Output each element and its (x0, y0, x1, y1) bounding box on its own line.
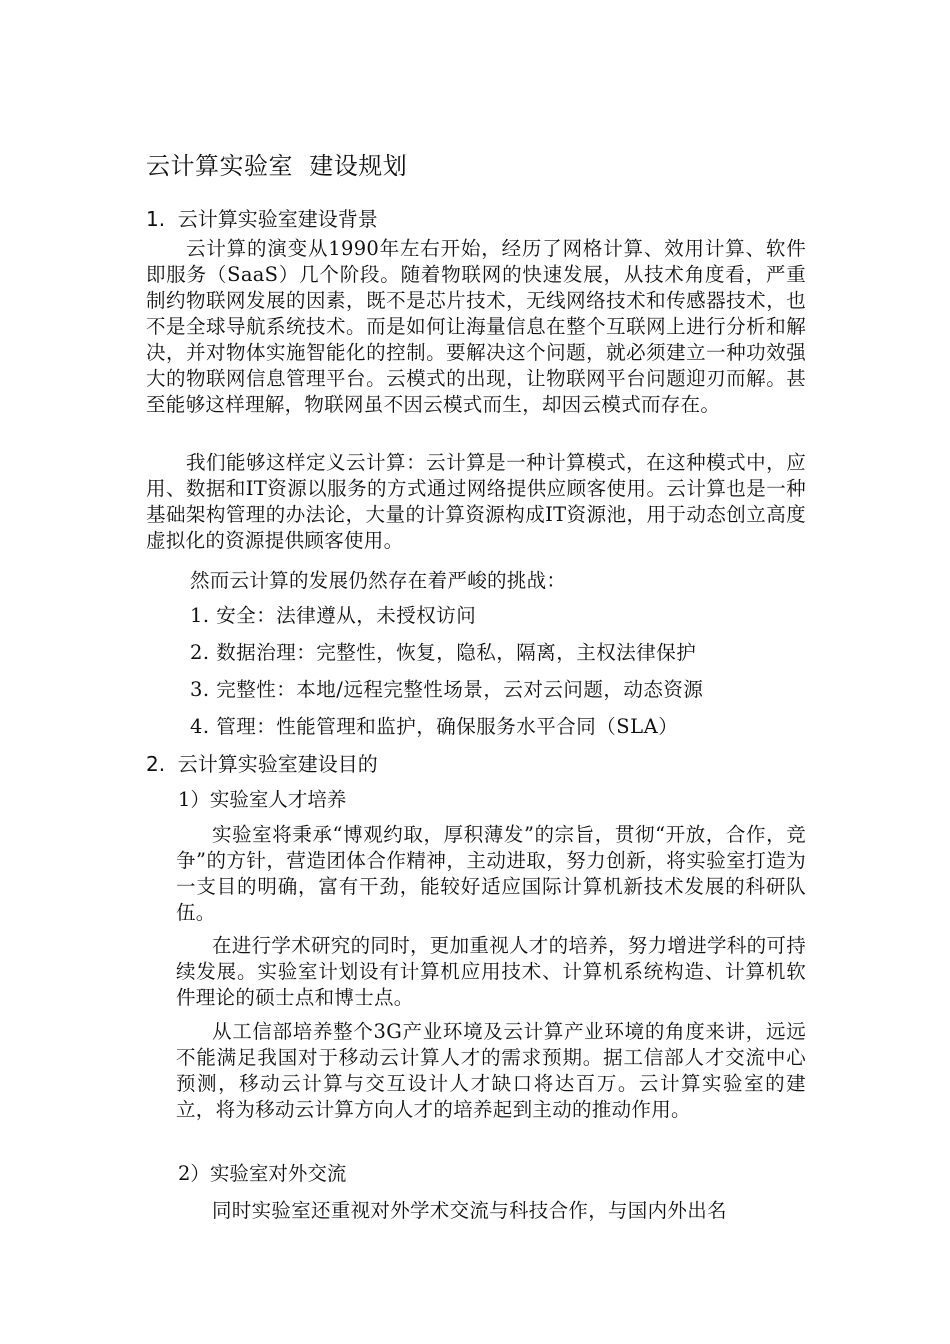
list-item-security: 1. 安全：法律遵从，未授权访问 (190, 604, 477, 627)
section-heading-purpose: 2. 云计算实验室建设目的 (146, 752, 378, 776)
paragraph-academic-exchange: 同时实验室还重视对外学术交流与科技合作，与国内外出名 (212, 1199, 727, 1222)
paragraph-lab-mission: 实验室将秉承“博观约取，厚积薄发”的宗旨，贯彻“开放，合作，竞争”的方针，营造团体合作精神，主动进取，努力创新，将实验室打造为一支目的明确，富有干劲，能较好适应国际计算机新技术发展的科研队伍。 (176, 823, 806, 924)
paragraph-cloud-definition: 我们能够这样定义云计算：云计算是一种计算模式，在这种模式中，应用、数据和IT资源以服务的方式通过网络提供应顾客使用。云计算也是一种基础架构管理的办法论，大量的计算资源构成IT资源池，用于动态创立高度虚拟化的资源提供顾客使用。 (146, 451, 806, 552)
list-item-data-governance: 2. 数据治理：完整性，恢复，隐私，隔离，主权法律保护 (190, 641, 697, 664)
paragraph-industry-demand: 从工信部培养整个3G产业环境及云计算产业环境的角度来讲，远远不能满足我国对于移动云计算人才的需求预期。据工信部人才交流中心预测，移动云计算与交互设计人才缺口将达百万。云计算实验室的建立，将为移动云计算方向人才的培养起到主动的推动作用。 (176, 1020, 806, 1121)
section-heading-background: 1. 云计算实验室建设背景 (146, 207, 378, 231)
list-item-management: 4. 管理：性能管理和监护，确保服务水平合同（SLA） (190, 715, 679, 738)
subheading-talent-training: 1）实验室人才培养 (178, 788, 347, 811)
page-title: 云计算实验室 建设规划 (146, 152, 408, 180)
paragraph-challenges-intro: 然而云计算的发展仍然存在着严峻的挑战： (190, 569, 567, 592)
list-item-integrity: 3. 完整性：本地/远程完整性场景，云对云问题，动态资源 (190, 678, 704, 701)
paragraph-talent-cultivation: 在进行学术研究的同时，更加重视人才的培养，努力增进学科的可持续发展。实验室计划设有计算机应用技术、计算机系统构造、计算机软件理论的硕士点和博士点。 (176, 934, 807, 1009)
paragraph-cloud-evolution: 云计算的演变从1990年左右开始，经历了网格计算、效用计算、软件即服务（SaaS）几个阶段。随着物联网的快速发展，从技术角度看，严重制约物联网发展的因素，既不是芯片技术，无线网络技术和传感器技术，也不是全球导航系统技术。而是如何让海量信息在整个互联网上进行分析和解决，并对物体实施智能化的控制。要解决这个问题，就必须建立一种功效强大的物联网信息管理平台。云模式的出现，让物联网平台问题迎刃而解。甚至能够这样理解，物联网虽不因云模式而生，却因云模式而存在。 (146, 237, 806, 416)
subheading-external-exchange: 2）实验室对外交流 (178, 1162, 347, 1185)
